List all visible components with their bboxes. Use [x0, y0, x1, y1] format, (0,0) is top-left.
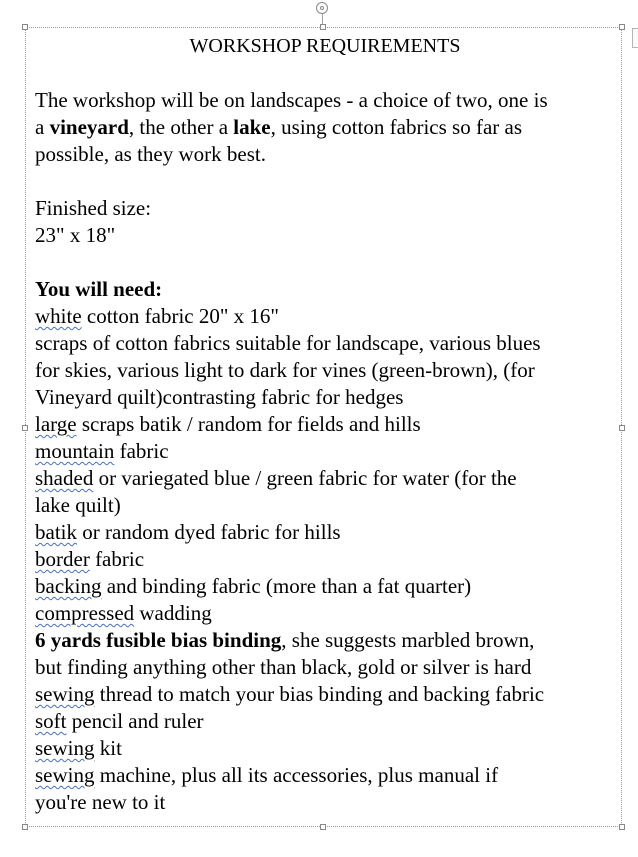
text-run: , she suggests marbled brown, [281, 628, 535, 652]
bold-text: vineyard [49, 115, 129, 139]
text-run: , using cotton fabrics so far as [270, 115, 522, 139]
spellcheck-marked-word: border [35, 547, 90, 571]
list-item [35, 735, 615, 762]
intro-paragraph [35, 87, 615, 168]
list-item [35, 627, 615, 654]
resize-handle-top[interactable] [320, 24, 326, 30]
list-item [35, 789, 615, 816]
finished-size-section [35, 195, 615, 249]
list-item [35, 573, 615, 600]
heading-text: You will need: [35, 277, 163, 301]
spellcheck-marked-word: mountain [35, 439, 115, 463]
intro-line: The workshop will be on landscapes - a choice of two, one is [35, 88, 548, 112]
list-item [35, 330, 615, 357]
text-run: scraps batik / random for fields and hills [76, 412, 421, 436]
requirements-list [35, 276, 615, 816]
finished-size-label: Finished size: [35, 196, 152, 220]
rotate-handle-icon[interactable] [316, 2, 328, 14]
spellcheck-marked-word: shaded [35, 466, 94, 490]
bold-text: lake [233, 115, 271, 139]
text-run: or variegated blue / green fabric for water (for the [93, 466, 517, 490]
text-run: fabric [114, 439, 169, 463]
spellcheck-marked-word: compressed [35, 601, 135, 625]
list-item [35, 411, 615, 438]
list-item [35, 654, 615, 681]
text-run: or random dyed fabric for hills [77, 520, 341, 544]
text-run: kit [94, 736, 122, 760]
spellcheck-marked-word: large [35, 412, 77, 436]
list-item [35, 492, 615, 519]
text-run: thread to match your bias binding and backing fabric [94, 682, 545, 706]
text-run: machine, plus all its accessories, plus manual if [94, 763, 499, 787]
layout-options-icon[interactable] [632, 28, 638, 48]
list-item [35, 762, 615, 789]
list-item [35, 519, 615, 546]
text-run: and binding fabric (more than a fat quarter) [101, 574, 472, 598]
text-run: pencil and ruler [66, 709, 204, 733]
spellcheck-marked-word: soft [35, 709, 67, 733]
text-run: scraps of cotton fabrics suitable for landscape, various blues [35, 331, 541, 355]
text-run: Vineyard quilt)contrasting fabric for hedges [35, 385, 404, 409]
finished-size-value: 23" x 18" [35, 223, 116, 247]
list-item [35, 438, 615, 465]
blank-line [35, 168, 615, 195]
list-item [35, 303, 615, 330]
items-container [35, 303, 615, 816]
blank-line [35, 249, 615, 276]
spellcheck-marked-word: sewing [35, 682, 95, 706]
list-item [35, 681, 615, 708]
spellcheck-marked-word: backing [35, 574, 102, 598]
spellcheck-marked-word: white [35, 304, 82, 328]
text-run: lake quilt) [35, 493, 121, 517]
list-heading [35, 276, 615, 303]
text-run: but finding anything other than black, gold or silver is hard [35, 655, 532, 679]
list-item [35, 600, 615, 627]
list-item [35, 708, 615, 735]
resize-handle-top-right[interactable] [619, 24, 625, 30]
list-item [35, 384, 615, 411]
spellcheck-marked-word: sewing [35, 763, 95, 787]
intro-line [35, 114, 615, 141]
intro-line: possible, as they work best. [35, 142, 266, 166]
resize-handle-bottom-left[interactable] [22, 824, 28, 830]
page-title: WORKSHOP REQUIREMENTS [189, 35, 461, 57]
text-run: a [35, 115, 50, 139]
text-run: cotton fabric 20" x 16" [81, 304, 280, 328]
text-run: , the other a [128, 115, 234, 139]
text-run: fabric [89, 547, 145, 571]
text-run: for skies, various light to dark for vines (green-brown), (for [35, 358, 535, 382]
resize-handle-right[interactable] [619, 425, 625, 431]
text-run: you're new to it [35, 790, 166, 814]
resize-handle-bottom[interactable] [320, 824, 326, 830]
bold-text: 6 yards fusible bias binding [35, 628, 282, 652]
blank-line [35, 60, 615, 87]
resize-handle-top-left[interactable] [22, 24, 28, 30]
list-item [35, 465, 615, 492]
list-item [35, 357, 615, 384]
spellcheck-marked-word: batik [35, 520, 77, 544]
document-body[interactable] [35, 33, 615, 816]
spellcheck-marked-word: sewing [35, 736, 95, 760]
text-run: wadding [134, 601, 212, 625]
list-item [35, 546, 615, 573]
resize-handle-left[interactable] [22, 425, 28, 431]
resize-handle-bottom-right[interactable] [619, 824, 625, 830]
